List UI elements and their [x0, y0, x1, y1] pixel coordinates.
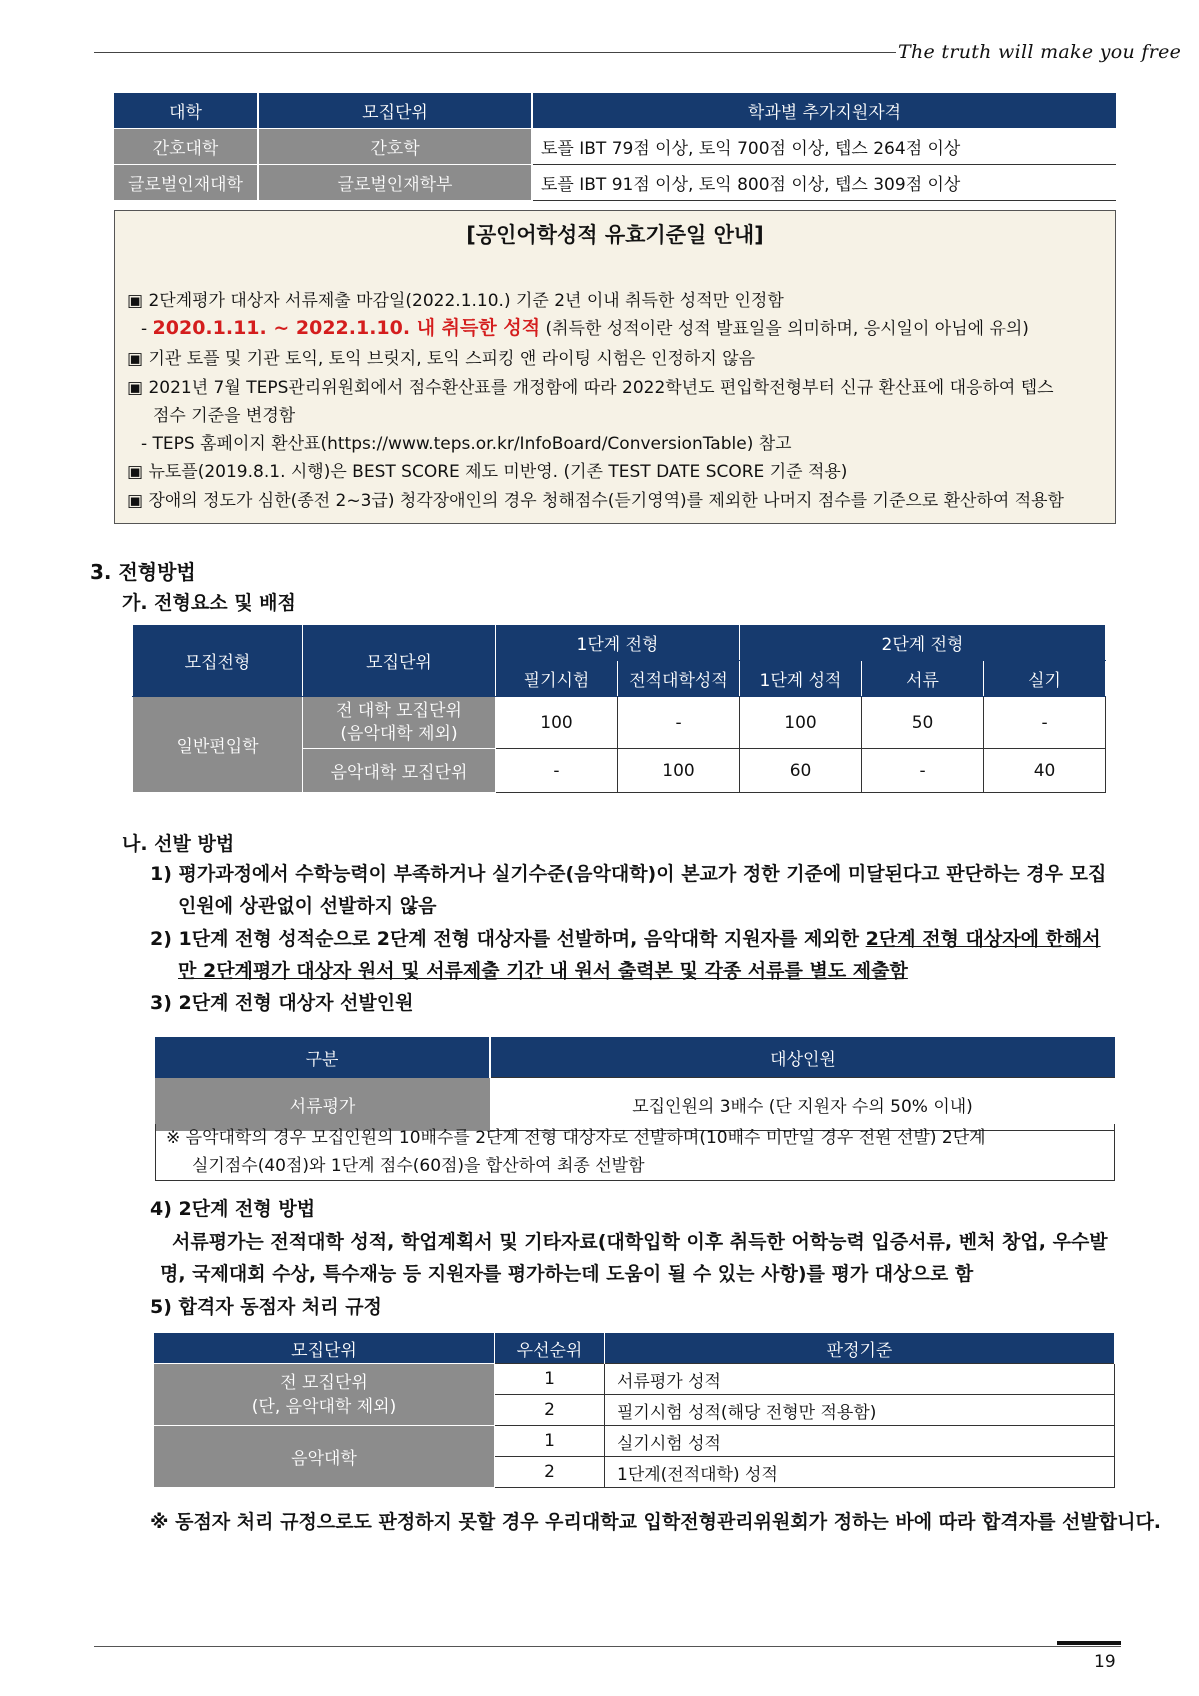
col-header-criteria: 판정기준 — [605, 1333, 1115, 1364]
cell-unit: 간호학 — [258, 129, 532, 165]
cell-score: - — [618, 697, 740, 749]
cell-univ: 간호대학 — [114, 129, 258, 165]
notice-line-highlight — [141, 313, 1029, 340]
cell-unit: 음악대학 — [154, 1426, 495, 1488]
rule-paragraph-cont: 인원에 상관없이 선발하지 않음 — [178, 895, 437, 917]
notice-line: 점수 기준을 변경함 — [153, 406, 296, 426]
rule-text-underlined: 2단계 전형 대상자에 한해서 — [865, 928, 1101, 950]
col-header-prev-grade: 전적대학성적 — [618, 661, 740, 697]
rule-paragraph: 3) 2단계 전형 대상자 선발인원 — [150, 992, 414, 1014]
valid-period-text: 2020.1.11. ~ 2022.1.10. 내 취득한 성적 — [152, 317, 541, 339]
header-motto: The truth will make you free — [898, 41, 1182, 63]
cell-criteria: 필기시험 성적(해당 전형만 적용함) — [605, 1395, 1115, 1426]
cell-priority: 1 — [495, 1426, 605, 1457]
header-rule — [94, 52, 896, 53]
cell-score: 50 — [862, 697, 984, 749]
notice-line: ▣ 뉴토플(2019.8.1. 시행)은 BEST SCORE 제도 미반영. (기존 TEST DATE SCORE 기준 적용) — [127, 462, 848, 482]
col-header-stage2: 2단계 전형 — [740, 625, 1106, 661]
rule-paragraph: 1) 평가과정에서 수학능력이 부족하거나 실기수준(음악대학)이 본교가 정한 기준에 미달된다고 판단하는 경우 모집 — [150, 863, 1107, 885]
selection-count-table — [155, 1037, 1115, 1131]
col-header-category: 구분 — [155, 1037, 490, 1078]
unit-line: (단, 음악대학 제외) — [251, 1396, 397, 1417]
music-college-note — [155, 1124, 1115, 1181]
unit-line: 전 대학 모집단위 — [336, 700, 462, 721]
col-header-univ: 대학 — [114, 93, 258, 129]
cell-score: 60 — [740, 749, 862, 793]
evaluation-table — [132, 624, 1106, 793]
col-header-target: 대상인원 — [490, 1037, 1115, 1078]
notice-title: [공인어학성적 유효기준일 안내] — [466, 223, 764, 247]
col-header-stage1: 1단계 전형 — [496, 625, 740, 661]
cell-univ: 글로벌인재대학 — [114, 165, 258, 201]
table-row — [133, 697, 1106, 749]
table-row — [114, 129, 1116, 165]
cell-score: 100 — [618, 749, 740, 793]
tiebreak-table — [153, 1332, 1115, 1488]
cell-score: - — [862, 749, 984, 793]
cell-unit: 글로벌인재학부 — [258, 165, 532, 201]
cell-score: 40 — [984, 749, 1106, 793]
cell-unit: 음악대학 모집단위 — [303, 749, 496, 793]
cell-score: - — [984, 697, 1106, 749]
subsection-title: 가. 전형요소 및 배점 — [122, 592, 296, 614]
rule-paragraph-cont: 명, 국제대회 수상, 특수재능 등 지원자를 평가하는데 도움이 될 수 있는 사항)를 평가 대상으로 함 — [160, 1263, 974, 1285]
table-header-row — [154, 1333, 1115, 1364]
valid-period-note: (취득한 성적이란 성적 발표일을 의미하며, 응시일이 아님에 유의) — [540, 319, 1029, 339]
cell-score: - — [496, 749, 618, 793]
col-header-unit: 모집단위 — [154, 1333, 495, 1364]
col-header-qual: 학과별 추가지원자격 — [532, 93, 1116, 129]
note-line: ※ 음악대학의 경우 모집인원의 10배수를 2단계 전형 대상자로 선발하며(10배수 미만일 경우 전원 선발) 2단계 — [166, 1128, 986, 1148]
unit-line: (음악대학 제외) — [340, 723, 458, 744]
col-header-practical: 실기 — [984, 661, 1106, 697]
notice-line: ▣ 장애의 정도가 심한(종전 2~3급) 청각장애인의 경우 청해점수(듣기영역)를 제외한 나머지 점수를 기준으로 환산하여 적용함 — [127, 491, 1064, 511]
subsection-title: 나. 선발 방법 — [122, 833, 235, 855]
eligibility-table — [114, 93, 1116, 201]
dash: - — [141, 319, 153, 339]
cell-type: 일반편입학 — [133, 697, 303, 793]
note-line: 실기점수(40점)와 1단계 점수(60점)을 합산하여 최종 선발함 — [192, 1156, 645, 1176]
rule-paragraph: 5) 합격자 동점자 처리 규정 — [150, 1296, 382, 1318]
section-title: 3. 전형방법 — [90, 560, 196, 584]
table-row — [154, 1364, 1115, 1395]
page-number: 19 — [1094, 1652, 1116, 1672]
col-header-type: 모집전형 — [133, 625, 303, 697]
notice-line: ▣ 2단계평가 대상자 서류제출 마감일(2022.1.10.) 기준 2년 이내 취득한 성적만 인정함 — [127, 291, 784, 311]
footer-rule — [94, 1646, 1121, 1647]
cell-target: 모집인원의 3배수 (단 지원자 수의 50% 이내) — [490, 1078, 1115, 1131]
table-header-row — [114, 93, 1116, 129]
cell-criteria: 서류평가 성적 — [605, 1364, 1115, 1395]
rule-text: 2) 1단계 전형 성적순으로 2단계 전형 대상자를 선발하며, 음악대학 지원자를 제외한 — [150, 928, 866, 950]
rule-paragraph: 4) 2단계 전형 방법 — [150, 1198, 316, 1220]
table-header-row — [133, 625, 1106, 661]
final-note: ※ 동점자 처리 규정으로도 판정하지 못할 경우 우리대학교 입학전형관리위원회가 정하는 바에 따라 합격자를 선발합니다. — [150, 1511, 1162, 1533]
cell-unit — [154, 1364, 495, 1426]
cell-priority: 2 — [495, 1457, 605, 1488]
cell-score: 100 — [740, 697, 862, 749]
table-header-row — [155, 1037, 1115, 1078]
col-header-unit: 모집단위 — [303, 625, 496, 697]
cell-unit — [303, 697, 496, 749]
col-header-written: 필기시험 — [496, 661, 618, 697]
col-header-documents: 서류 — [862, 661, 984, 697]
rule-paragraph-cont: 만 2단계평가 대상자 원서 및 서류제출 기간 내 원서 출력본 및 각종 서류를 별도 제출함 — [178, 960, 908, 982]
rule-paragraph — [150, 924, 1101, 951]
table-row — [154, 1426, 1115, 1457]
notice-line: - TEPS 홈페이지 환산표(https://www.teps.or.kr/InfoBoard/ConversionTable) 참고 — [141, 434, 792, 454]
col-header-unit: 모집단위 — [258, 93, 532, 129]
cell-score: 100 — [496, 697, 618, 749]
cell-category: 서류평가 — [155, 1078, 490, 1131]
notice-line: ▣ 기관 토플 및 기관 토익, 토익 브릿지, 토익 스피킹 앤 라이팅 시험은 인정하지 않음 — [127, 349, 756, 369]
unit-line: 전 모집단위 — [280, 1372, 368, 1393]
cell-qual: 토플 IBT 91점 이상, 토익 800점 이상, 텝스 309점 이상 — [532, 165, 1116, 201]
footer-accent-bar — [1057, 1641, 1121, 1645]
cell-criteria: 실기시험 성적 — [605, 1426, 1115, 1457]
cell-criteria: 1단계(전적대학) 성적 — [605, 1457, 1115, 1488]
table-row — [155, 1078, 1115, 1131]
language-score-notice-box — [114, 210, 1116, 524]
rule-paragraph-cont: 서류평가는 전적대학 성적, 학업계획서 및 기타자료(대학입학 이후 취득한 어학능력 입증서류, 벤처 창업, 우수발 — [172, 1231, 1108, 1253]
table-row — [114, 165, 1116, 201]
notice-line: ▣ 2021년 7월 TEPS관리위원회에서 점수환산표를 개정함에 따라 2022학년도 편입학전형부터 신규 환산표에 대응하여 텝스 — [127, 378, 1054, 398]
cell-priority: 2 — [495, 1395, 605, 1426]
cell-qual: 토플 IBT 79점 이상, 토익 700점 이상, 텝스 264점 이상 — [532, 129, 1116, 165]
col-header-stage1-score: 1단계 성적 — [740, 661, 862, 697]
cell-priority: 1 — [495, 1364, 605, 1395]
col-header-priority: 우선순위 — [495, 1333, 605, 1364]
